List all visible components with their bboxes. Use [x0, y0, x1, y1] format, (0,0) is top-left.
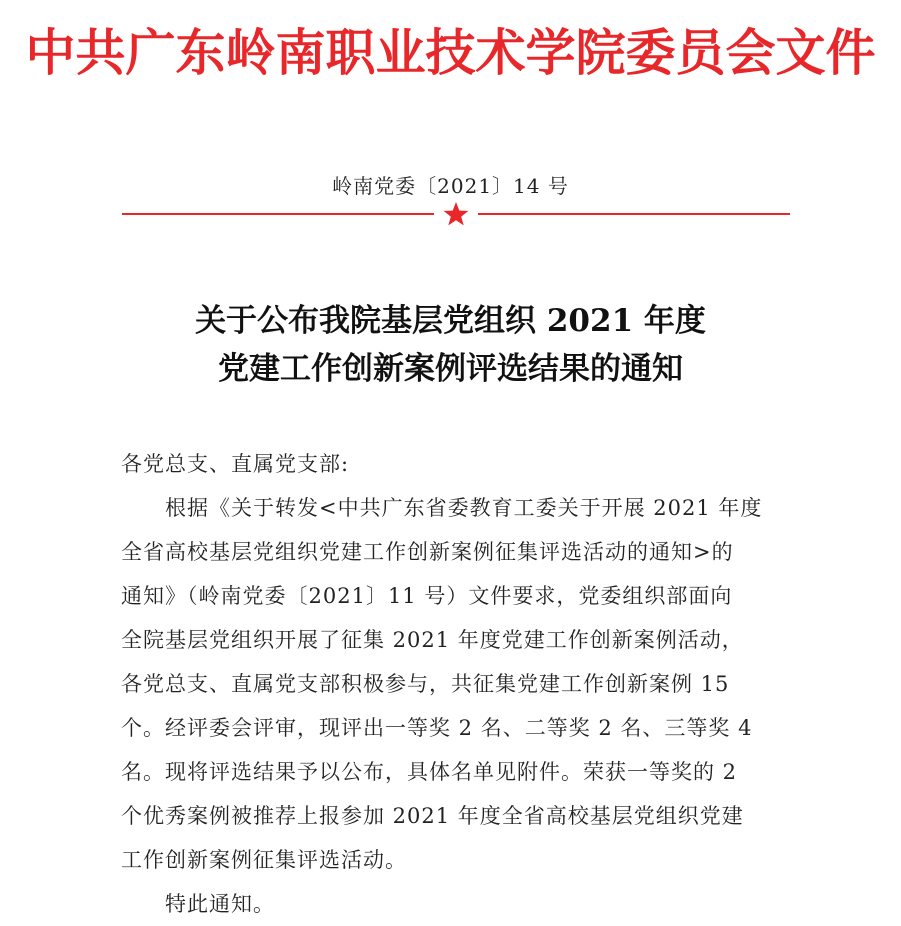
notice-title-line-1: 关于公布我院基层党组织 2021 年度 — [195, 303, 706, 339]
document-number: 岭南党委〔2021〕14 号 — [332, 174, 569, 198]
notice-title-line-2: 党建工作创新案例评选结果的通知 — [218, 351, 683, 387]
separator-line-left — [122, 213, 434, 215]
body-line: 工作创新案例征集评选活动。 — [121, 848, 407, 872]
notice-title — [0, 297, 901, 393]
body-line: 个优秀案例被推荐上报参加 2021 年度全省高校基层党组织党建 — [121, 804, 744, 828]
body-line: 通知》（岭南党委〔2021〕11 号）文件要求，党委组织部面向 — [121, 584, 733, 608]
salutation: 各党总支、直属党支部: — [121, 452, 350, 476]
body-line: 名。现将评选结果予以公布，具体名单见附件。荣获一等奖的 2 — [121, 760, 738, 784]
body-line: 全省高校基层党组织党建工作创新案例征集评选活动的通知>的 — [121, 540, 734, 564]
body-line: 个。经评委会评审，现评出一等奖 2 名、二等奖 2 名、三等奖 4 — [121, 716, 753, 740]
body-line: 各党总支、直属党支部积极参与，共征集党建工作创新案例 15 — [121, 672, 730, 696]
notice-body — [121, 442, 793, 926]
separator-line-right — [478, 213, 790, 215]
document-header-title: 中共广东岭南职业技术学院委员会文件 — [25, 24, 876, 82]
body-line: 根据《关于转发<中共广东省委教育工委关于开展 2021 年度 — [165, 496, 763, 520]
body-line: 全院基层党组织开展了征集 2021 年度党建工作创新案例活动， — [121, 628, 744, 652]
closing-line: 特此通知。 — [165, 892, 275, 916]
red-separator — [122, 200, 790, 230]
star-icon — [442, 200, 470, 228]
